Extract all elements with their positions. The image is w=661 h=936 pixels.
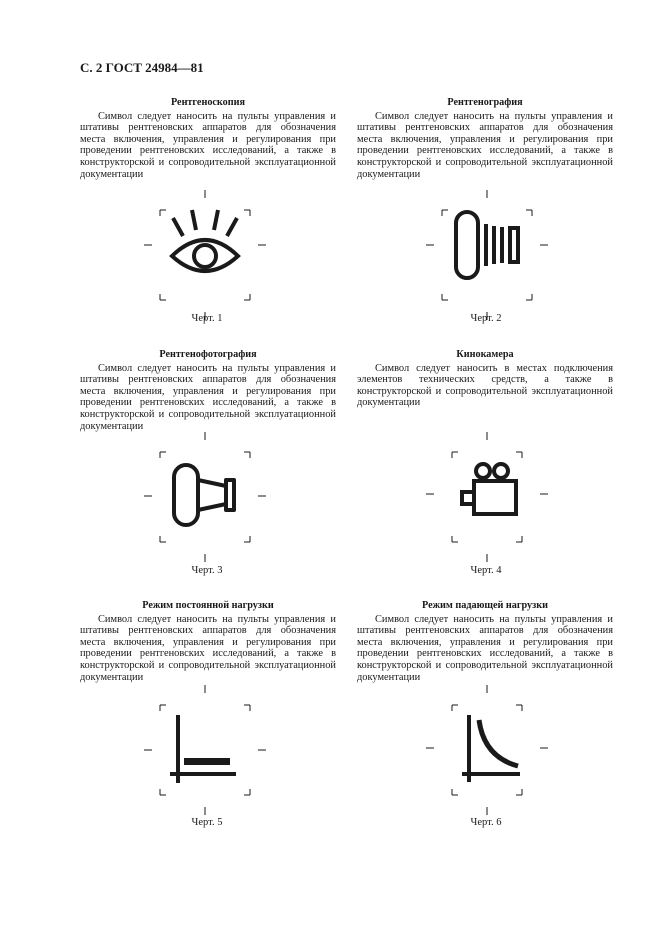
figure-caption: Черт. 3 <box>191 565 223 576</box>
figure-caption: Черт. 4 <box>470 565 502 576</box>
section-body: Символ следует наносить на пульты управления и штативы рентгеновских аппаратов для обозначения места включения, управления и регулирования при проведении рентгеновских исследований, а также в конструкторской и сопроводительной эксплуатационной документации <box>357 110 613 180</box>
section-title: Кинокамера <box>456 349 514 360</box>
radiography-icon <box>422 190 552 320</box>
figure-caption: Черт. 2 <box>470 313 502 324</box>
figure-caption: Черт. 5 <box>191 817 223 828</box>
section-body: Символ следует наносить на пульты управления и штативы рентгеновских аппаратов для обозначения места включения, управления и регулирования при проведении рентгеновских исследований, а также в конструкторской и сопроводительной эксплуатационной документации <box>80 362 336 432</box>
constant-load-icon <box>140 685 270 815</box>
section-body: Символ следует наносить на пульты управления и штативы рентгеновских аппаратов для обозначения места включения, управления и регулирования при проведении рентгеновских исследований, а также в конструкторской и сопроводительной эксплуатационной документации <box>80 110 336 180</box>
figure-caption: Черт. 6 <box>470 817 502 828</box>
section-title: Рентгеноскопия <box>170 97 246 108</box>
figure-caption: Черт. 1 <box>191 313 223 324</box>
section-body: Символ следует наносить на пульты управления и штативы рентгеновских аппаратов для обозначения места включения, управления и регулирования при проведении рентгеновских исследований, а также в конструкторской и сопроводительной эксплуатационной документации <box>80 613 336 683</box>
section-title: Рентгенофотография <box>159 349 257 360</box>
page-header: С. 2 ГОСТ 24984—81 <box>80 60 204 75</box>
section-fluoroscopy <box>80 97 336 180</box>
falling-load-icon <box>422 685 552 815</box>
section-title: Режим постоянной нагрузки <box>142 600 274 611</box>
section-radiography <box>357 97 613 180</box>
section-photofluorography <box>80 349 336 432</box>
photofluorography-icon <box>140 432 270 562</box>
section-movie-camera <box>357 349 613 409</box>
section-body: Символ следует наносить в местах подключения элементов технических средств, а также в конструкторской и сопроводительной эксплуатационной документации <box>357 362 613 409</box>
section-title: Режим падающей нагрузки <box>422 600 548 611</box>
section-body: Символ следует наносить на пульты управления и штативы рентгеновских аппаратов для обозначения места включения, управления и регулирования при проведении рентгеновских исследований, а также в конструкторской и сопроводительной эксплуатационной документации <box>357 613 613 683</box>
section-constant-load <box>80 600 336 683</box>
movie-camera-icon <box>422 432 552 562</box>
section-title: Рентгенография <box>447 97 523 108</box>
eye-icon <box>140 190 270 320</box>
section-falling-load <box>357 600 613 683</box>
